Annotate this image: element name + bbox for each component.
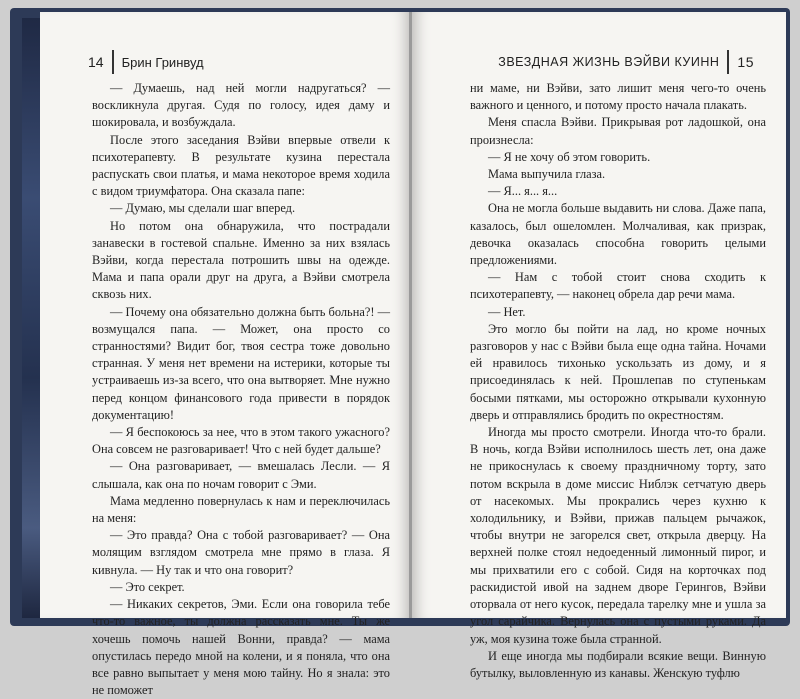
running-head-title: ЗВЕЗДНАЯ ЖИЗНЬ ВЭЙВИ КУИНН — [498, 55, 720, 69]
paragraph: Меня спасла Вэйви. Прикрывая рот ладошкой, она произнесла: — [470, 115, 766, 147]
running-head-author: Брин Гринвуд — [121, 54, 204, 70]
page-number: 15 — [737, 54, 754, 70]
paragraph: — Нам с тобой стоит снова сходить к психотерапевту, — наконец обрела дар речи мама. — [470, 270, 766, 302]
paragraph: И еще иногда мы подбирали всякие вещи. Винную бутылку, выловленную из канавы. Женскую туфлю — [470, 648, 766, 680]
paragraph: Иногда мы просто смотрели. Иногда что-то брали. В ночь, когда Вэйви исполнилось шесть лет, она даже не прикоснулась к своему праздничному торту, зато потом вскрыла в доме миссис Ниблэк сетчатую дверь от насекомых. Мы прокрались через кухню к холодильнику, и Вэйви, прижав пальцем рычажок, чтобы внутри не загорелся свет, открыла дверцу. На верхней полке стоял недоеденный лимонный пирог, и мы прихватили его с собой. Сидя на корточках под раскидистой ивой на заднем дворе Герингов, Вэйви оторвала от него кусок, передала тарелку мне и ушла за угол сарайчика. Вернулась она с пустыми руками. Да уж, моя кузина тоже была странной. — [470, 425, 766, 646]
paragraph: — Она разговаривает, — вмешалась Лесли. — Я слышала, как она по ночам говорит с Эми. — [92, 459, 390, 491]
paragraph: Это могло бы пойти на лад, но кроме ночных разговоров у нас с Вэйви была еще одна тайна. Ночами ей нравилось тихонько ускользать из дому, и я присоединялась к ней. Прошлепав по ступенькам босыми пятками, мы осторожно открывали кухонную дверь и отправлялись бродить по окрестностям. — [470, 321, 766, 422]
right-page — [412, 12, 786, 680]
left-page-header — [88, 48, 204, 76]
paragraph: — Нет. — [488, 304, 526, 319]
paragraph: Мама выпучила глаза. — [488, 167, 606, 182]
paragraph: — Почему она обязательно должна быть больна?! — возмущался папа. — Может, она просто со странностями? Видит бог, твоя сестра тоже довольно странная. У меня нет времени на истерики, которые ты устраиваешь из-за всего, что она вытворяет. Мне нужно перед концом финансового года привести в порядок документацию! — [92, 304, 390, 422]
paragraph: Но потом она обнаружила, что пострадали занавески в гостевой спальне. Именно за них взялась Вэйви, когда перестала потрошить швы на одежде. Мама и папа орали друг на друга, а Вэйви смотрела сквозь них. — [92, 218, 390, 302]
paragraph: — Думаю, мы сделали шаг вперед. — [110, 201, 296, 216]
paragraph: — Это правда? Она с тобой разговаривает? — Она молящим взглядом смотрела мне прямо в глаза. Я кивнула. — Ну так и что она говорит? — [92, 528, 390, 577]
paragraph: — Это секрет. — [110, 579, 185, 594]
paragraph: Она не могла больше выдавить ни слова. Даже папа, казалось, был ошеломлен. Молчаливая, как призрак, девочка оказалась способна говорить целыми предложениями. — [470, 201, 766, 268]
right-page-header — [498, 48, 754, 76]
left-page-body — [92, 80, 390, 699]
header-divider — [112, 50, 114, 74]
paragraph: — Никаких секретов, Эми. Если она говорила тебе что-то важное, ты должна рассказать мне. Ты же хочешь помочь нашей Вонни, правда? — мама опустилась передо мной на колени, и я поняла, что она все равно выпытает у меня мою тайну. Но я знала: это не поможет — [92, 597, 390, 698]
right-page-body — [470, 80, 766, 682]
paragraph: — Я беспокоюсь за нее, что в этом такого ужасного? Она совсем не разговаривает! Что с ней будет дальше? — [92, 425, 390, 457]
page-number: 14 — [88, 54, 104, 70]
left-page — [40, 12, 410, 698]
paragraph: После этого заседания Вэйви впервые отвели к психотерапевту. В результате кузина перестала распускать свои платья, и мама некоторое время ходила с видом триумфатора. Она сказала папе: — [92, 132, 390, 199]
paragraph: ни маме, ни Вэйви, зато лишит меня чего-то очень важного и ценного, и потому просто начала плакать. — [470, 81, 766, 113]
paragraph: Мама медленно повернулась к нам и переключилась на меня: — [92, 493, 390, 526]
paragraph: — Я не хочу об этом говорить. — [488, 149, 651, 164]
header-divider — [727, 50, 729, 74]
paragraph: — Я... я... я... — [488, 184, 558, 199]
paragraph: — Думаешь, над ней могли надругаться? — воскликнула другая. Судя по голосу, идея даму и шокировала, и возбуждала. — [92, 81, 390, 130]
